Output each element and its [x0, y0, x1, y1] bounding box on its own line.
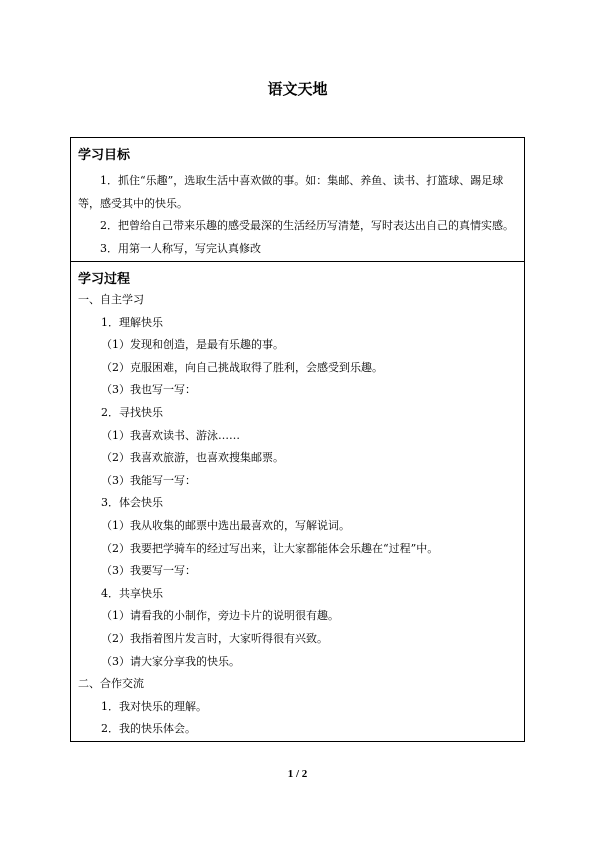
process-line: （2）我要把学骑车的经过写出来，让大家都能体会乐趣在“过程”中。	[101, 541, 439, 555]
process-line: （2）我喜欢旅游，也喜欢搜集邮票。	[101, 451, 284, 465]
process-line: 3．体会快乐	[101, 496, 163, 510]
objective-item: 1．抓住“乐趣”，选取生活中喜欢做的事。如：集邮、养鱼、读书、打篮球、踢足球等，感受其中的快乐。	[78, 174, 504, 210]
process-line: （3）我也写一写：	[101, 383, 196, 397]
content-table	[70, 137, 525, 742]
process-line: 1．理解快乐	[101, 315, 163, 329]
process-line: （2）我指着图片发言时，大家听得很有兴致。	[101, 631, 328, 645]
process-line: （3）请大家分享我的快乐。	[101, 654, 240, 668]
process-line: （1）发现和创造，是最有乐趣的事。	[101, 338, 284, 352]
process-line: （3）我要写一写：	[101, 564, 196, 578]
process-line: 2．我的快乐体会。	[101, 722, 196, 736]
process-line: 一、自主学习	[78, 293, 144, 306]
objective-item: 2．把曾给自己带来乐趣的感受最深的生活经历写清楚，写时表达出自己的真情实感。	[100, 219, 514, 232]
process-line: （1）我从收集的邮票中选出最喜欢的，写解说词。	[101, 518, 350, 532]
process-line: 4．共享快乐	[101, 586, 163, 600]
process-list	[71, 289, 524, 741]
objectives-list	[71, 164, 524, 260]
page-number: 1 / 2	[287, 768, 308, 780]
process-line: （3）我能写一写：	[101, 473, 196, 487]
objectives-heading: 学习目标	[78, 148, 131, 163]
page-title: 语文天地	[267, 80, 328, 98]
process-heading: 学习过程	[78, 272, 131, 287]
process-line: 2．寻找快乐	[101, 405, 163, 419]
objectives-section	[71, 138, 524, 261]
process-line: 二、合作交流	[78, 677, 144, 691]
process-line: （2）克服困难，向自己挑战取得了胜利，会感受到乐趣。	[101, 360, 383, 374]
objective-item: 3．用第一人称写，写完认真修改	[100, 241, 261, 255]
process-line: （1）请看我的小制作，旁边卡片的说明很有趣。	[101, 609, 339, 623]
process-line: （1）我喜欢读书、游泳……	[101, 428, 240, 442]
process-line: 1．我对快乐的理解。	[101, 699, 207, 713]
process-section	[71, 261, 524, 741]
